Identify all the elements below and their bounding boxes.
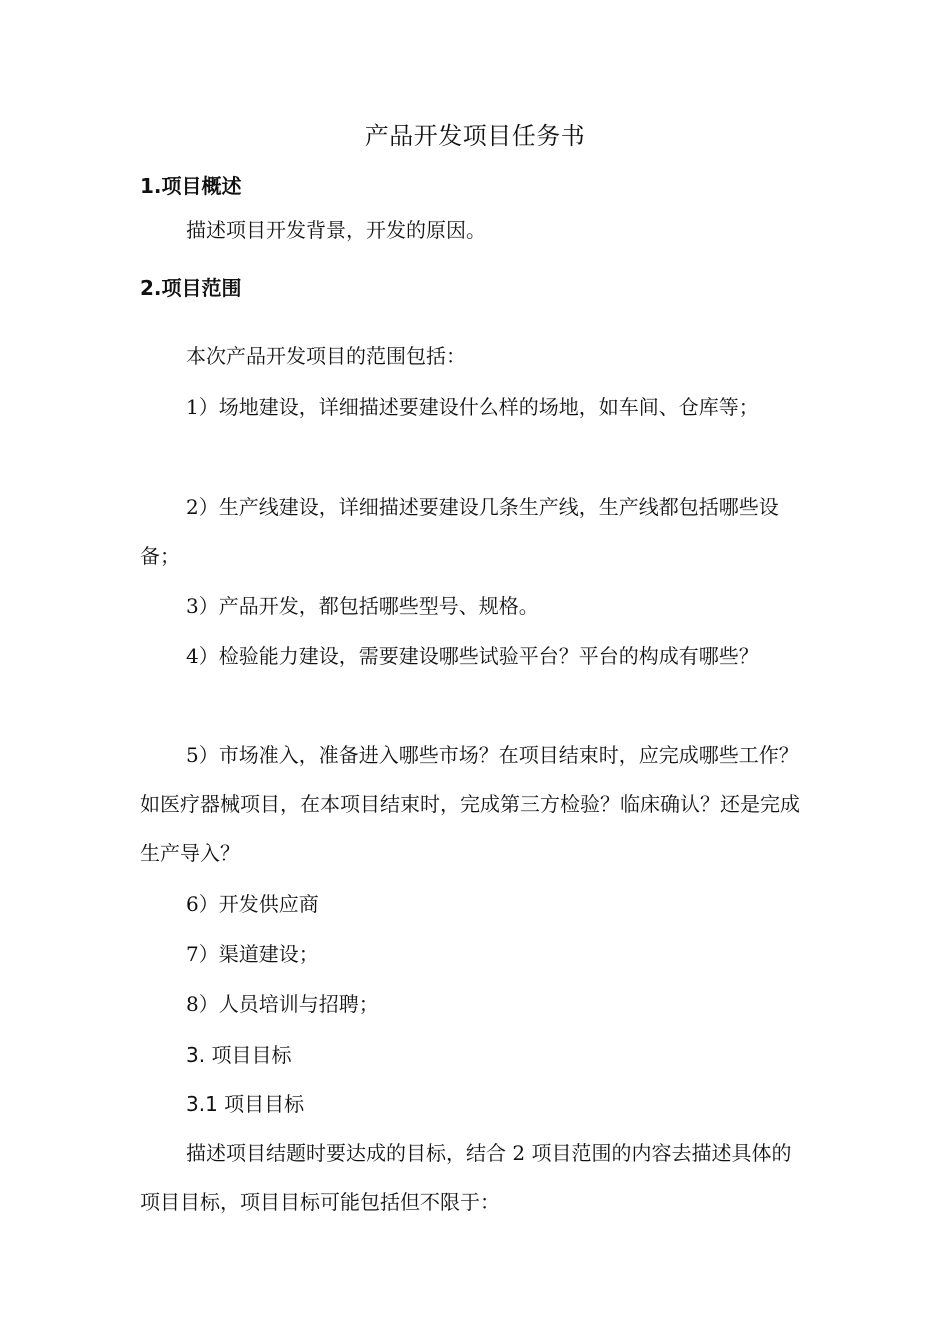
scope-intro-paragraph: 本次产品开发项目的范围包括： xyxy=(186,344,466,368)
section-heading-goals: 3. 项目目标 xyxy=(186,1043,292,1067)
scope-item-7: 7）渠道建设； xyxy=(186,942,319,966)
scope-item-3: 3）产品开发，都包括哪些型号、规格。 xyxy=(186,594,539,618)
scope-item-2: 2）生产线建设，详细描述要建设几条生产线，生产线都包括哪些设备； xyxy=(140,495,779,568)
scope-item-6: 6）开发供应商 xyxy=(186,892,319,916)
scope-item-4: 4）检验能力建设，需要建设哪些试验平台？平台的构成有哪些？ xyxy=(186,644,759,668)
scope-item-8: 8）人员培训与招聘； xyxy=(186,992,379,1016)
document-title: 产品开发项目任务书 xyxy=(364,122,586,150)
scope-item-1: 1）场地建设，详细描述要建设什么样的场地，如车间、仓库等； xyxy=(186,395,759,419)
section-heading-scope: 2.项目范围 xyxy=(140,276,242,300)
scope-item-5: 5）市场准入，准备进入哪些市场？在项目结束时，应完成哪些工作？如医疗器械项目，在本项目结束时，完成第三方检验？临床确认？还是完成生产导入？ xyxy=(140,743,800,865)
overview-paragraph: 描述项目开发背景，开发的原因。 xyxy=(186,218,486,242)
section-heading-overview: 1.项目概述 xyxy=(140,174,242,198)
goals-paragraph: 描述项目结题时要达成的目标，结合 2 项目范围的内容去描述具体的项目目标，项目目标可能包括但不限于： xyxy=(140,1141,792,1214)
subsection-heading-goals: 3.1 项目目标 xyxy=(186,1092,305,1116)
